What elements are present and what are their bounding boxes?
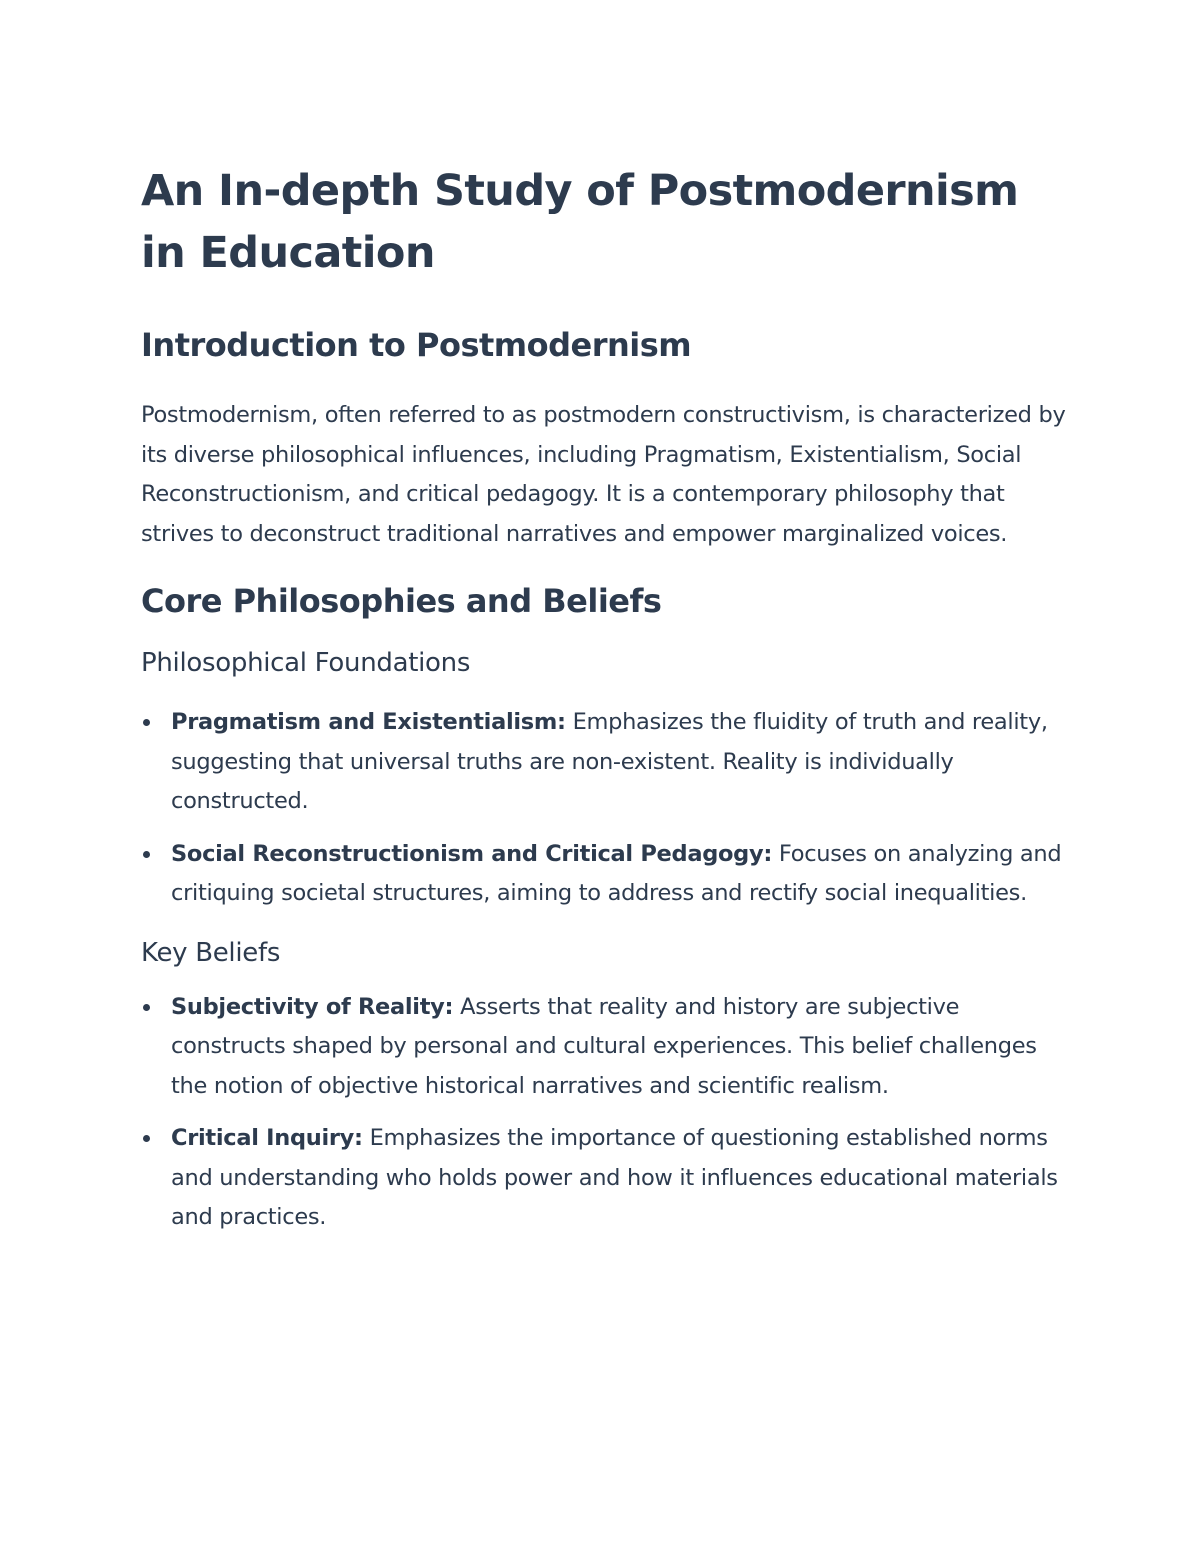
bullet-icon xyxy=(143,1135,150,1142)
document-title: An In-depth Study of Postmodernism in Education xyxy=(141,166,1019,278)
list-item xyxy=(141,1119,1071,1238)
list-item xyxy=(141,703,1071,822)
beliefs-heading: Key Beliefs xyxy=(141,937,281,968)
item-text: Emphasizes the fluidity of truth and reality, suggesting that universal truths are non-existent. Reality is individually constructed. xyxy=(171,709,1048,814)
item-text: Focuses on analyzing and critiquing societal structures, aiming to address and rectify social inequalities. xyxy=(171,840,1062,906)
item-text: Emphasizes the importance of questioning established norms and understanding who holds power and how it influences educational materials and practices. xyxy=(171,1125,1058,1230)
intro-heading: Introduction to Postmodernism xyxy=(141,326,692,364)
item-term: Subjectivity of Reality: xyxy=(171,993,454,1020)
item-term: Social Reconstructionism and Critical Pedagogy: xyxy=(171,840,773,867)
intro-paragraph: Postmodernism, often referred to as postmodern constructivism, is characterized by its diverse philosophical influences, including Pragmatism, Existentialism, Social Reconstructionism, and critical pedagogy. It is a contemporary philosophy that strives to deconstruct traditional narratives and empower marginalized voices. xyxy=(141,402,1066,547)
bullet-icon xyxy=(143,1004,150,1011)
item-term: Pragmatism and Existentialism: xyxy=(171,709,566,735)
list-item xyxy=(141,835,1071,914)
bullet-icon xyxy=(143,851,150,858)
list-item xyxy=(141,988,1071,1107)
foundations-heading: Philosophical Foundations xyxy=(141,648,471,678)
core-heading: Core Philosophies and Beliefs xyxy=(141,582,662,620)
bullet-icon xyxy=(143,719,150,726)
item-text: Asserts that reality and history are subjective constructs shaped by personal and cultural experiences. This belief challenges the notion of objective historical narratives and scientific realism. xyxy=(171,993,1037,1099)
foundations-list xyxy=(141,703,1071,914)
beliefs-list xyxy=(141,988,1071,1238)
item-term: Critical Inquiry: xyxy=(171,1125,363,1151)
document-page xyxy=(141,160,1071,1238)
